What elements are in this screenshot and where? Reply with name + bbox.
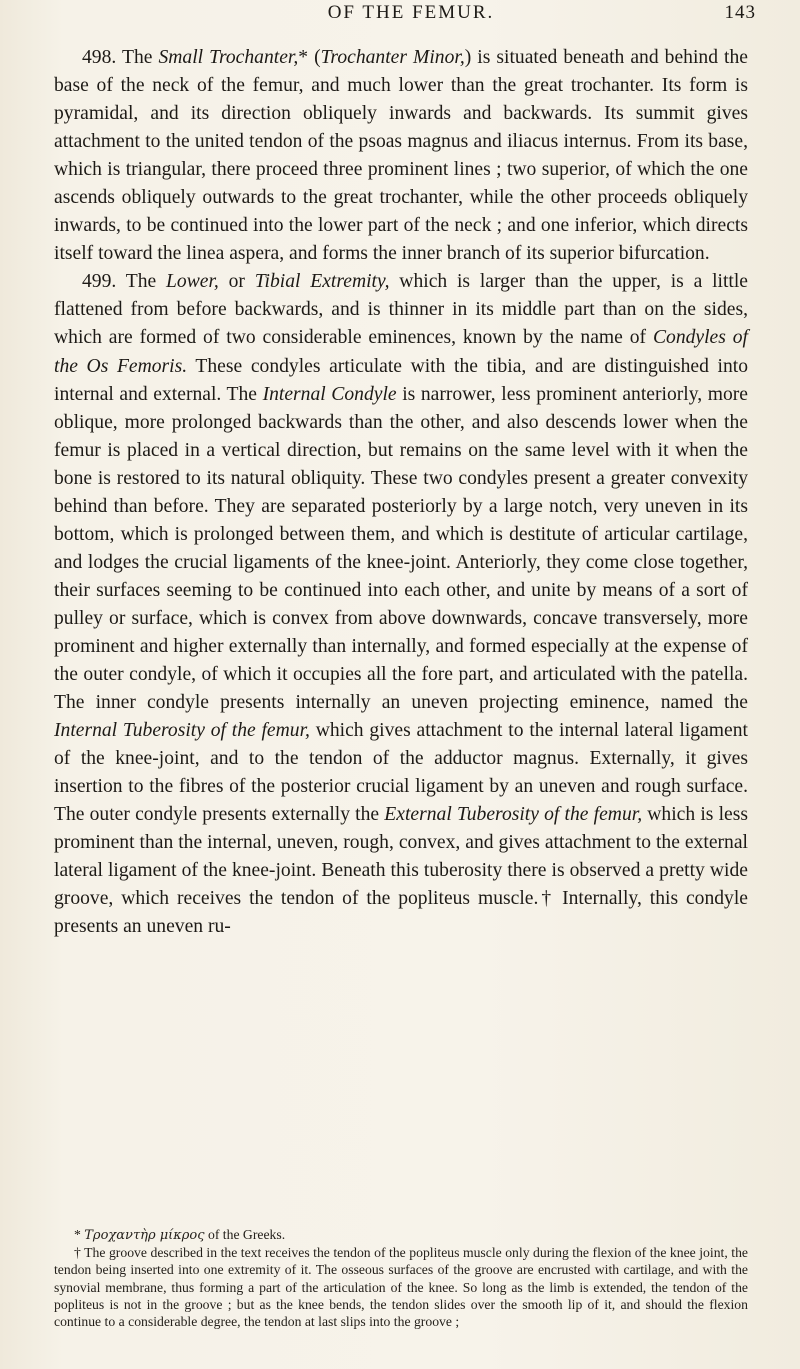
footnote-dagger xyxy=(54,1244,748,1330)
running-head: OF THE FEMUR. xyxy=(327,2,495,23)
text-run: or xyxy=(218,271,255,293)
body-text xyxy=(54,44,748,942)
page-number: 143 xyxy=(724,2,756,23)
text-run: * ( xyxy=(298,47,321,68)
paragraph-499 xyxy=(54,268,748,941)
text-run: The xyxy=(116,271,166,293)
footnote-asterisk xyxy=(54,1226,748,1244)
greek-term: Τροχαντὴρ μίκρος xyxy=(84,1228,205,1243)
footnote-marker: * xyxy=(74,1227,85,1242)
text-run: These condyles articulate with the tibia, and are distinguished into internal and external. The xyxy=(54,355,748,405)
term-small-trochanter: Small Trochanter, xyxy=(158,47,299,68)
term-trochanter-minor: Trochanter Minor, xyxy=(320,47,465,68)
page-header xyxy=(66,0,756,34)
paragraph-number: 498. xyxy=(82,47,117,68)
term-internal-condyle: Internal Condyle xyxy=(262,383,397,405)
term-condyles: Condyles of the Os Femoris. xyxy=(54,327,749,377)
paragraph-number: 499. xyxy=(82,271,117,293)
footnote-text: of the Greeks. xyxy=(204,1227,286,1242)
term-internal-tuberosity: Internal Tuberosity of the femur, xyxy=(54,720,310,742)
text-run: The xyxy=(116,47,159,68)
text-run: which is larger than the upper, is a little flattened from before backwards, and is thinner in its middle part than on the sides, which are formed of two considerable eminences, known by the name of xyxy=(54,271,748,349)
text-run: ) is situated beneath and behind the base of the neck of the femur, and much lower than the great trochanter. Its form is pyramidal, and its direction obliquely inwards and backwards. Its summit gives attachment to the united tendon of the psoas magnus and iliacus internus. From its base, which is triangular, there proceed three prominent lines ; two superior, of which the one ascends obliquely outwards to the great trochanter, while the other proceeds obliquely inwards, to be continued into the lower part of the neck ; and one inferior, which directs itself toward the linea aspera, and forms the inner branch of its superior bifurcation. xyxy=(54,47,748,265)
paragraph-498 xyxy=(54,44,748,268)
text-run: which is less prominent than the internal, uneven, rough, convex, and gives attachment to the external lateral ligament of the knee-joint. Beneath this tuberosity there is observed a pretty wide groove, which receives the tendon of the popliteus muscle.† Internally, this condyle presents an uneven ru- xyxy=(54,804,748,938)
term-lower: Lower, xyxy=(166,271,219,293)
text-run: which gives attachment to the internal lateral ligament of the knee-joint, and to the tendon of the adductor magnus. Externally, it gives insertion to the fibres of the posterior crucial ligament by an uneven and rough surface. The outer condyle presents externally the xyxy=(54,720,748,826)
term-tibial-extremity: Tibial Extremity, xyxy=(254,271,390,293)
footnote-text: † The groove described in the text receives the tendon of the popliteus muscle only during the flexion of the knee joint, the tendon being inserted into one extremity of it. The osseous surfaces of the groove are encrusted with cartilage, and with the synovial membrane, thus forming a part of the articulation of the knee. So long as the limb is extended, the tendon of the popliteus is not in the groove ; but as the knee bends, the tendon slides over the smooth lip of it, and should the flexion continue to a considerable degree, the tendon at last slips into the groove ; xyxy=(54,1245,748,1330)
term-external-tuberosity: External Tuberosity of the femur, xyxy=(384,804,643,826)
footnotes xyxy=(54,1226,748,1330)
text-run: is narrower, less prominent anteriorly, more oblique, more prolonged backwards than the other, and also descends lower when the femur is placed in a vertical direction, but remains on the same level with it when the bone is restored to its natural obliquity. These two condyles present a greater convexity behind than before. They are separated posteriorly by a large notch, very uneven in its bottom, which is prolonged between them, and which is destitute of articular cartilage, and lodges the crucial ligaments of the knee-joint. Anteriorly, they come close together, their surfaces seeming to be continued into each other, and unite by means of a sort of pulley or surface, which is convex from above downwards, concave transversely, more prominent and higher externally than internally, and formed especially at the expense of the outer condyle, of which it occupies all the fore part, and articulated with the patella. The inner condyle presents internally an uneven projecting eminence, named the xyxy=(54,383,748,714)
